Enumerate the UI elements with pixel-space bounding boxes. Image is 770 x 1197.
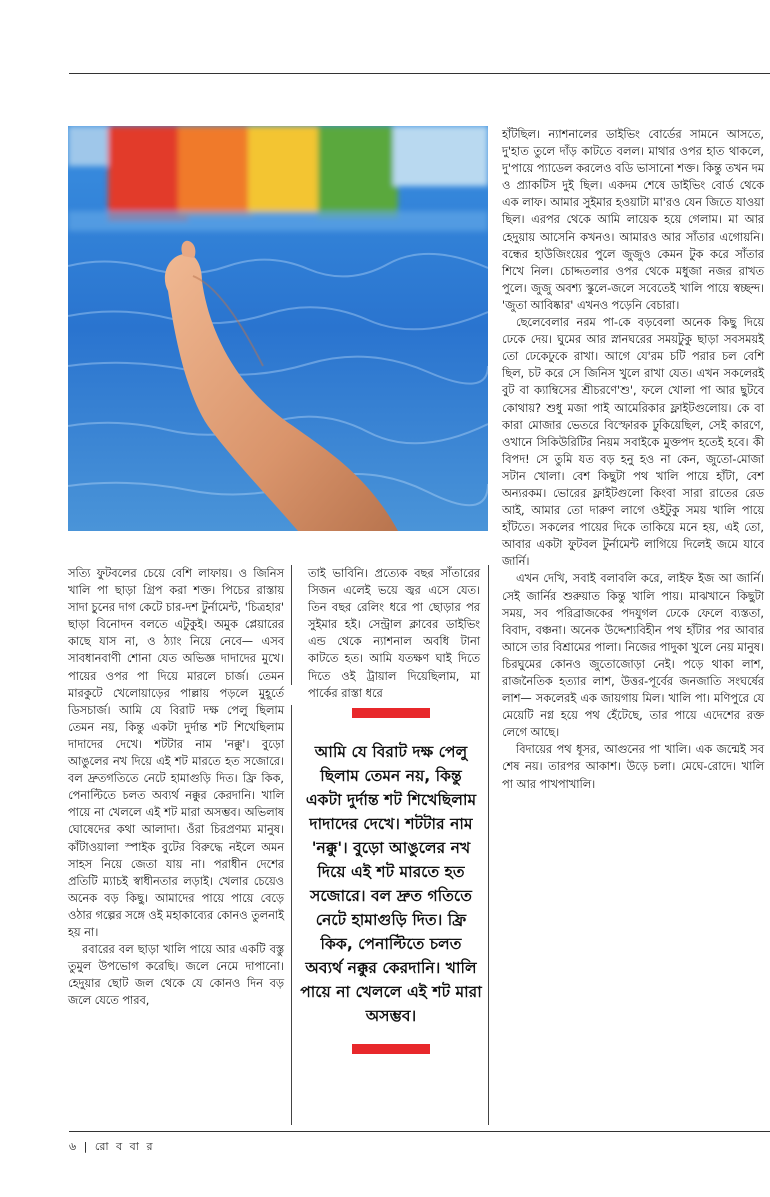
top-rule [69,73,770,74]
pull-quote-top-bar [352,708,430,718]
paragraph: এখন দেখি, সবাই বলাবলি করে, লাইফ ইজ আ জার্নি। সেই জার্নির শুরুয়াত কিন্তু খালি পায়। মাঝখানে কিছুটা সময়, সব পরিব্রাজকের পদযুগল ঢেকে ফেলে ব্যস্ততা, বিবাদ, বঞ্চনা। অনেক উদ্দেশ্যবিহীন পথ হাঁটার পর আবার আসে তার বিশ্রামের পালা। নিজের পাদুকা খুলে নেয় মানুষ। চিরঘুমের কোনও জুতোজোড়া নেই। পড়ে থাকা লাশ, রাজনৈতিক হত্যার লাশ, উত্তর-পূর্বের জনজাতি সংঘর্ষের লাশ— সকলেরই এক জায়গায় মিল। খালি পা। মণিপুরে যে মেয়েটি নগ্ন হয়ে পথ হেঁটেছে, তার পায়ে এদেশের রক্ত লেগে আছে। [502,572,764,740]
paragraph: রবারের বল ছাড়া খালি পায়ে আর একটি বস্তু তুমুল উপভোগ করেছি। জলে নেমে দাপানো। হেদুয়ার ছোট জল থেকে যে কোনও দিন বড় জলে যেতে পারব, [68,943,284,1008]
pull-quote-left-rule [291,705,292,1125]
bottom-rule [69,1131,770,1132]
article-column-2 [308,565,480,702]
column-divider [488,565,489,1125]
column-divider [291,565,292,685]
paragraph: বিদায়ের পথ ধূসর, আগুনের পা খালি। এক জন্মেই সব শেষ নয়। তারপর আকাশ। উড়ে চলা। মেঘে-রোদে। খালি পা আর পাখপাখালি। [502,743,764,791]
paragraph: হাঁটছিল। ন্যাশনালের ডাইভিং বোর্ডের সামনে আসতে, দু'হাত তুলে দাঁড় কাটতে বলল। মাথার ওপর হাত থাকলে, দু'পায়ে প্যাডেল করলেও বডি ভাসানো শক্ত। কিন্তু তখন দম ও প্র্যাকটিস দুই ছিল। একদম শেষে ডাইভিং বোর্ড থেকে এক লাফ। আমার সুইমার হওয়াটা মা'রও যেন জিতে যাওয়া ছিল। এরপর থেকে আমি লায়েক হয়ে গেলাম। মা আর হেদুয়ায় আসেনি কখনও। আমারও আর সাঁতার এগোয়নি। বন্ধের হাউজিংয়ের পুলে জুজুও কেমন টুক করে সাঁতার শিখে নিল। চোদ্দতলার ওপর থেকে মধুজা নজর রাখত পুলে। জুজু অবশ্য স্কুলে-জলে সবেতেই খালি পায়ে স্বচ্ছন্দ। 'জুতা আবিষ্কার' এখনও পড়েনি বেচারা। [502,128,764,312]
article-column-1 [68,565,284,1009]
paragraph: ছেলেবেলার নরম পা-কে বড়বেলা অনেক কিছু দিয়ে ঢেকে দেয়। ঘুমের আর স্নানঘরের সময়টুকু ছাড়া সবসময়ই তো ঢেকেঢুকে রাখা। আগে যে'রম চটি পরার চল বেশি ছিল, চট করে সে জিনিস খুলে রাখা যেত। এখন সকলেরই বুট বা ক্যাম্বিসের শ্রীচরণে'শু', ফলে খোলা পা আর ছুটবে কোথায়? শুধু মজা পাই আমেরিকার ফ্লাইটগুলোয়। কে বা কারা মোজার ভেতরে বিস্ফোরক ঢুকিয়েছিল, সেই কারণে, ওখানে সিকিউরিটির নিয়ম সবাইকে মুক্তপদ হতেই হবে। কী বিপদ! সে তুমি যত বড় হনু হও না কেন, জুতো-মোজা সটান খোলা। বেশ কিছুটা পথ খালি পায়ে হাঁটা, বেশ অন্যরকম। ভোরের ফ্লাইটগুলো কিংবা সারা রাতের রেড আই, আমার তো দারুণ লাগে ওইটুকু সময় খালি পায়ে হাঁটতে। সকলের পায়ের দিকে তাকিয়ে মনে হয়, এই তো, আবার একটা ফুটবল টুর্নামেন্ট লাগিয়ে দিলেই জমে যাবে জার্নি। [502,316,764,569]
pull-quote-text: আমি যে বিরাট দক্ষ পেলু ছিলাম তেমন নয়, কিন্তু একটা দুর্দান্ত শট শিখেছিলাম দাদাদের দেখে। শটটার নাম 'নক্কু'। বুড়ো আঙুলের নখ দিয়ে এই শট মারতে হত সজোরে। বল দ্রুত গতিতে নেটে হামাগুড়ি দিত। ফ্রি কিক, পেনাল্টিতে চলত অব্যর্থ নক্কুর কেরদানি। খালি পায়ে না খেললে এই শট মারা অসম্ভব। [300,743,482,1025]
paragraph: সত্যি ফুটবলের চেয়ে বেশি লাফায়। ও জিনিস খালি পা ছাড়া গ্রিপ করা শক্ত। পিচের রাস্তায় সাদা চুনের দাগ কেটে চার-দশ টুর্নামেন্ট, 'চিত্রহার' ছাড়া বিনোদন বলতে এটুকুই। অমুক প্লেয়ারের কাছে যাস না, ও ঠ্যাং নিয়ে নেবে— এসব সাবধানবাণী শোনা যেত অভিজ্ঞ দাদাদের মুখে। পায়ের ওপর পা দিয়ে মারলে চার্জ। তেমন মারকুটে খেলোয়াড়ের পাল্লায় পড়লে মুহূর্তে ডিসচার্জ। আমি যে বিরাট দক্ষ পেলু ছিলাম তেমন নয়, কিন্তু একটা দুর্দান্ত শট শিখেছিলাম দাদাদের দেখে। শটটার নাম 'নক্কু'। বুড়ো আঙুলের নখ দিয়ে এই শট মারতে হত সজোরে। বল দ্রুতগতিতে নেটে হামাগুড়ি দিত। ফ্রি কিক, পেনাল্টিতে চলত অব্যর্থ নক্কুর কেরদানি। খালি পায়ে না খেললে এই শট মারা অসম্ভব। অভিলাষ ঘোষেদের কথা আলাদা। ওঁরা চিরপ্রণম্য মানুষ। কাঁটাওয়ালা স্পাইক বুটের বিরুদ্ধে নইলে অমন সাহস নিয়ে জেতা যায় না। পরাধীন দেশের প্রতিটি ম্যাচই স্বাধীনতার লড়াই। খেলার চেয়েও অনেক বড় কিছু। আমাদের পায়ে পায়ে বেড়ে ওঠার গল্পের সঙ্গে ওই মহাকাব্যের কোনও তুলনাই হয় না। [68,567,284,939]
paragraph: তাই ভাবিনি। প্রত্যেক বছর সাঁতারের সিজন এলেই ভয়ে জ্বর এসে যেত। তিন বছর রেলিং ধরে পা ছোড়ার পর সুইমার হই। সেন্ট্রাল ক্লাবের ডাইভিং এন্ড থেকে ন্যাশনাল অবধি টানা কাটতে হত। আমি যতক্ষণ ঘাই দিতে দিতে ওই ট্রায়াল দিয়েছিলাম, মা পার্কের রাস্তা ধরে [308,567,480,700]
pull-quote [300,705,482,1125]
page-footer: ৬ | রো ব বা র [69,1140,155,1153]
foot-over-pool-photo [68,126,488,531]
bare-foot-pool-photo [68,126,488,531]
article-column-3 [502,126,764,793]
pull-quote-bottom-bar [352,1044,430,1054]
